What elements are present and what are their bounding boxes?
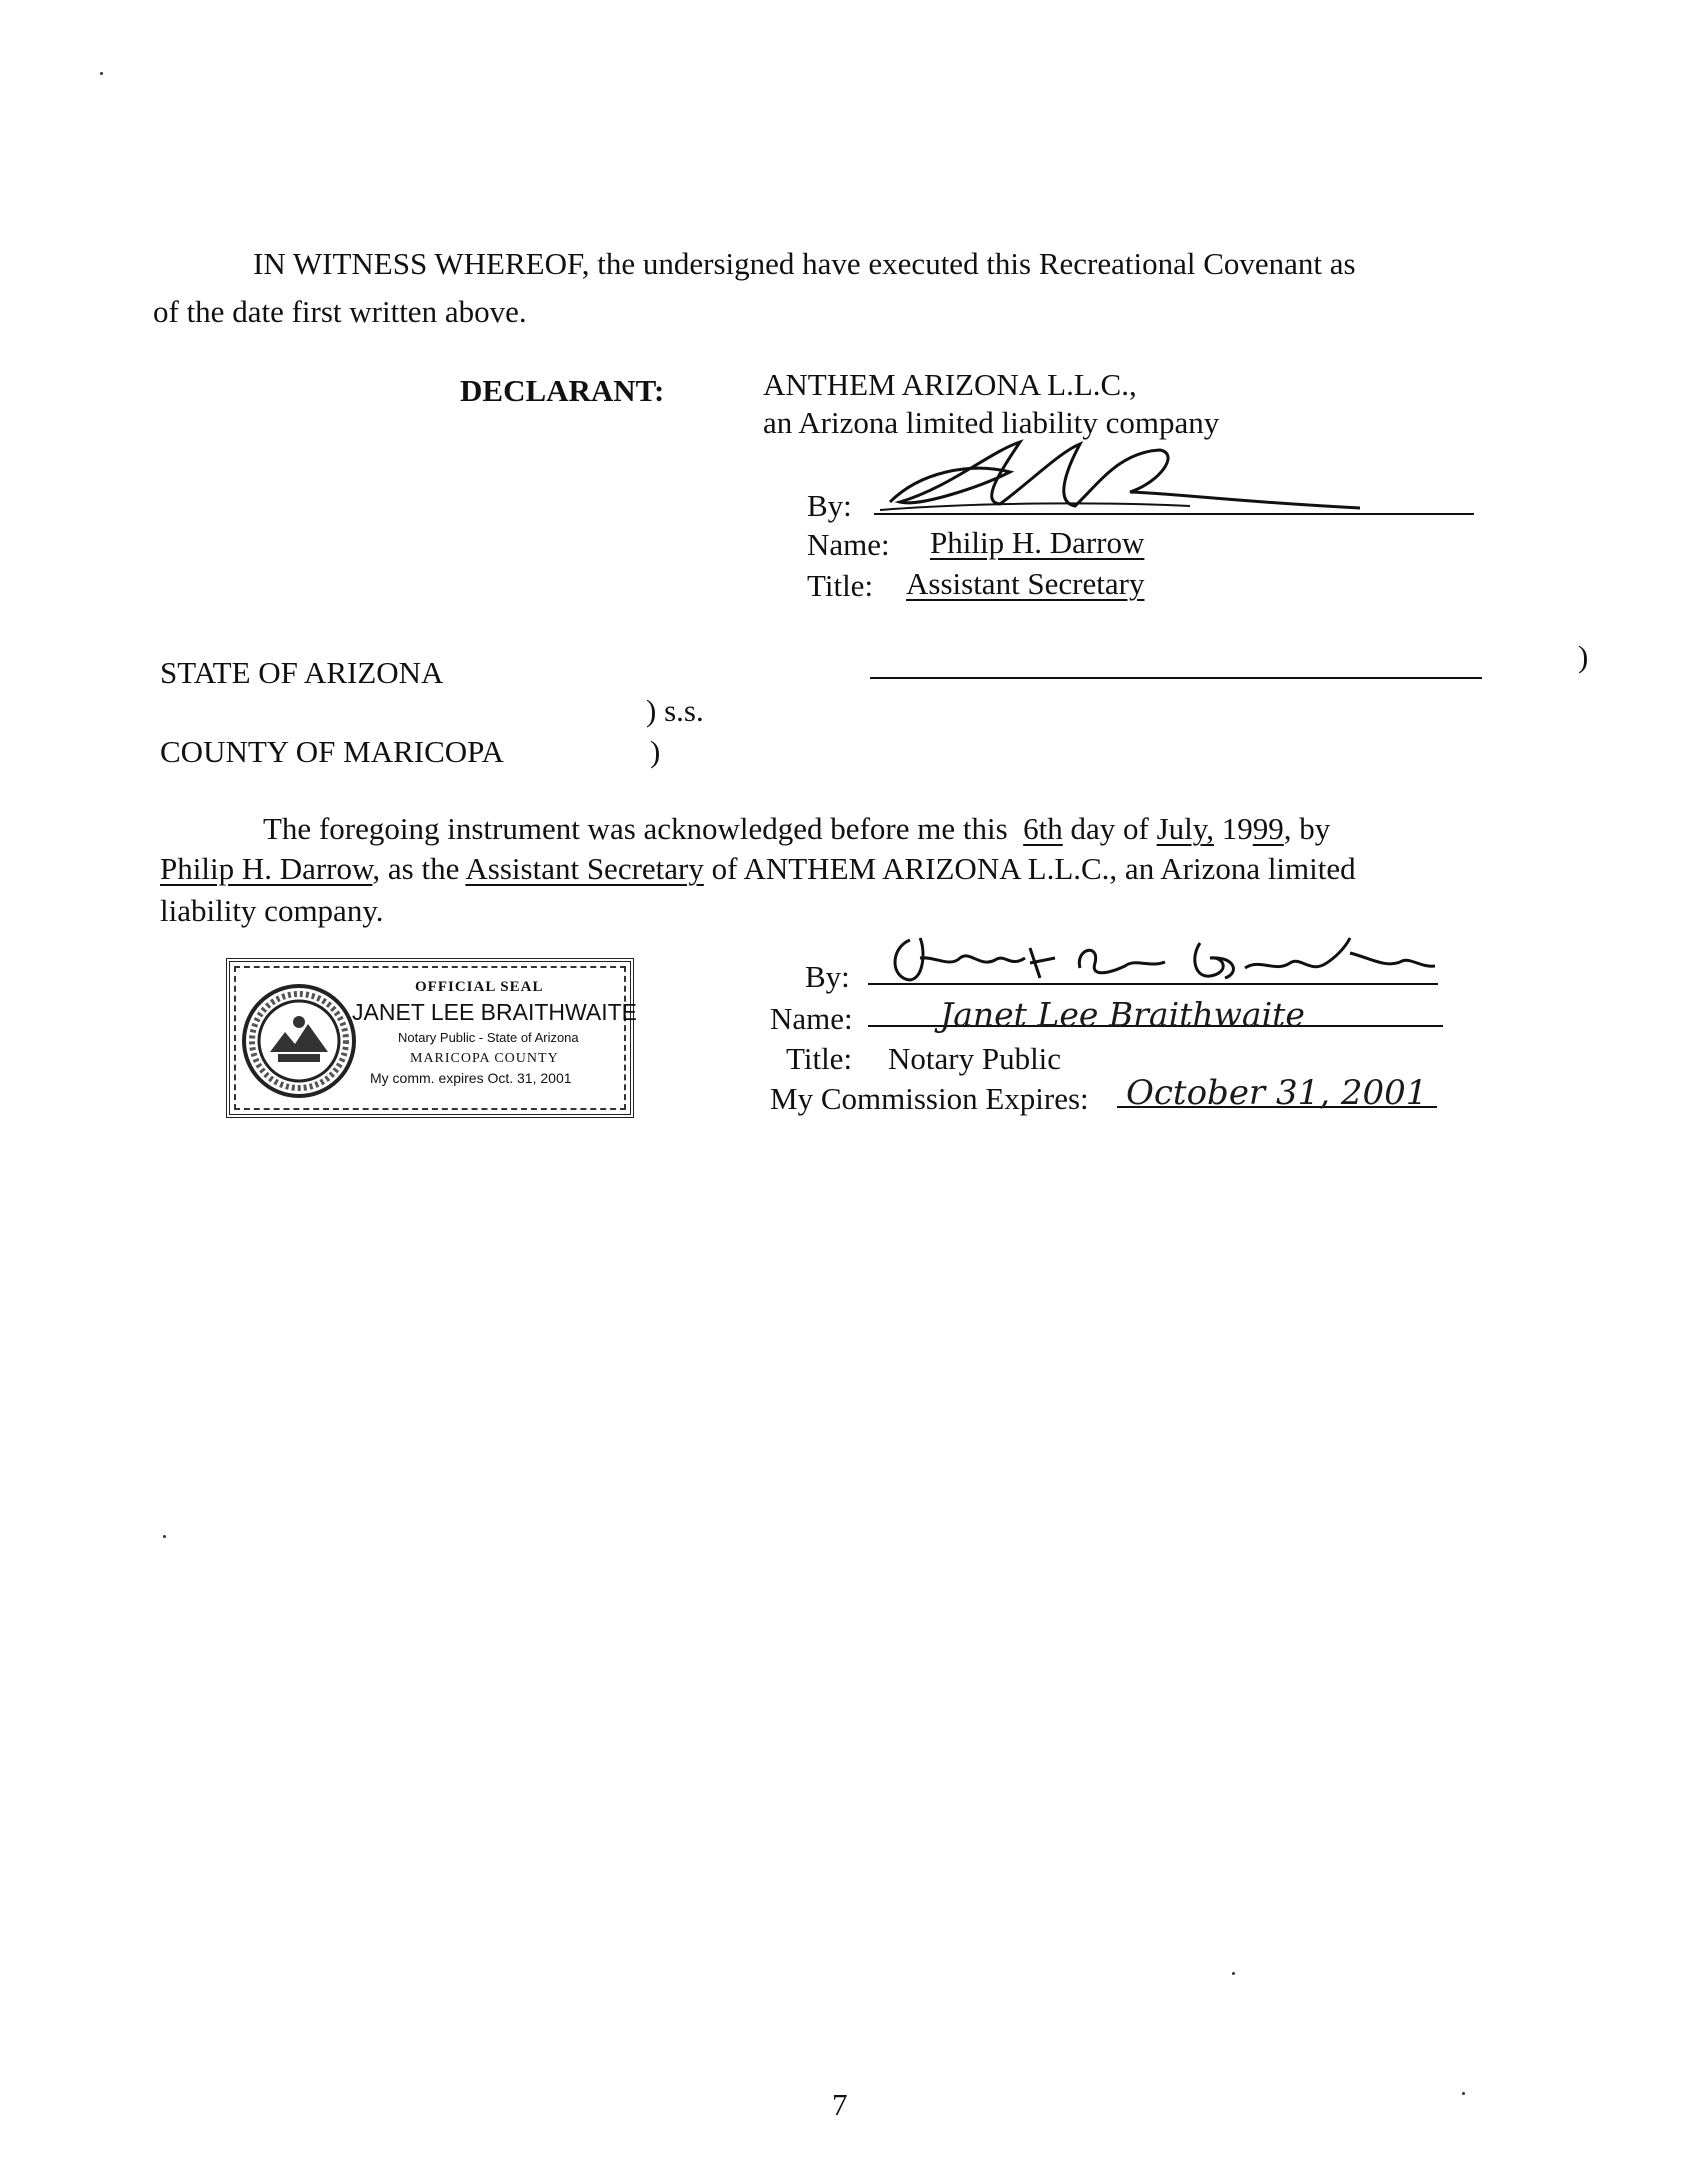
seal-heading: OFFICIAL SEAL bbox=[415, 979, 544, 995]
seal-line-1: Notary Public - State of Arizona bbox=[398, 1030, 579, 1045]
declarant-company-desc: an Arizona limited liability company bbox=[763, 405, 1220, 440]
notary-title-value: Notary Public bbox=[888, 1041, 1062, 1076]
declarant-title-value: Assistant Secretary bbox=[906, 566, 1145, 601]
scan-speck bbox=[1462, 2092, 1465, 2095]
ack-person: Philip H. Darrow bbox=[160, 851, 373, 886]
notary-signature-icon bbox=[880, 928, 1440, 994]
ack-text-3: , by bbox=[1283, 811, 1331, 846]
declarant-name-label: Name: bbox=[807, 527, 890, 562]
seal-line-2: MARICOPA COUNTY bbox=[410, 1051, 559, 1066]
witness-line-1: IN WITNESS WHEREOF, the undersigned have executed this Recreational Covenant as bbox=[253, 246, 1356, 281]
notary-name-label: Name: bbox=[770, 1001, 853, 1036]
venue-state: STATE OF ARIZONA bbox=[160, 655, 444, 690]
ack-text-2: day of bbox=[1070, 811, 1149, 846]
scan-speck bbox=[163, 1535, 166, 1538]
notary-title-label: Title: bbox=[786, 1041, 853, 1076]
scan-speck bbox=[100, 72, 103, 75]
ack-text-1: The foregoing instrument was acknowledged before me this bbox=[263, 811, 1008, 846]
notary-expires-label: My Commission Expires: bbox=[770, 1081, 1089, 1116]
ack-line-1 bbox=[263, 810, 1330, 849]
venue-paren: ) bbox=[650, 734, 661, 769]
scan-speck bbox=[1232, 1972, 1235, 1975]
venue-right-paren: ) bbox=[1578, 639, 1589, 674]
state-seal-icon bbox=[240, 982, 358, 1100]
page-number: 7 bbox=[832, 2087, 848, 2122]
notary-by-label: By: bbox=[805, 959, 850, 994]
ack-year-prefix: 19 bbox=[1221, 811, 1253, 846]
notary-name-value: Janet Lee Braithwaite bbox=[940, 995, 1305, 1034]
notary-seal bbox=[226, 958, 637, 1118]
notary-expires-value: October 31, 2001 bbox=[1126, 1073, 1428, 1113]
ack-line-3: liability company. bbox=[160, 893, 384, 928]
ack-text-4: , as the bbox=[372, 851, 460, 886]
venue-ss: ) s.s. bbox=[646, 693, 704, 728]
declarant-label: DECLARANT: bbox=[460, 373, 665, 408]
ack-month: July, bbox=[1156, 811, 1215, 846]
ack-day: 6th bbox=[1023, 811, 1063, 846]
declarant-by-label: By: bbox=[807, 488, 852, 523]
declarant-title-label: Title: bbox=[807, 568, 874, 603]
ack-line-2 bbox=[160, 850, 1356, 889]
declarant-company: ANTHEM ARIZONA L.L.C., bbox=[763, 367, 1137, 402]
ack-role: Assistant Secretary bbox=[465, 851, 704, 886]
declarant-name-value: Philip H. Darrow bbox=[930, 525, 1145, 560]
declarant-signature-icon bbox=[860, 432, 1380, 522]
ack-year-suffix: 99 bbox=[1252, 811, 1284, 846]
witness-line-2: of the date first written above. bbox=[153, 294, 527, 329]
seal-name: JANET LEE BRAITHWAITE bbox=[352, 999, 637, 1025]
ack-text-5: of ANTHEM ARIZONA L.L.C., an Arizona limited bbox=[711, 851, 1356, 886]
seal-line-3: My comm. expires Oct. 31, 2001 bbox=[370, 1070, 572, 1086]
venue-county: COUNTY OF MARICOPA bbox=[160, 734, 504, 769]
venue-blank-line bbox=[870, 677, 1482, 679]
